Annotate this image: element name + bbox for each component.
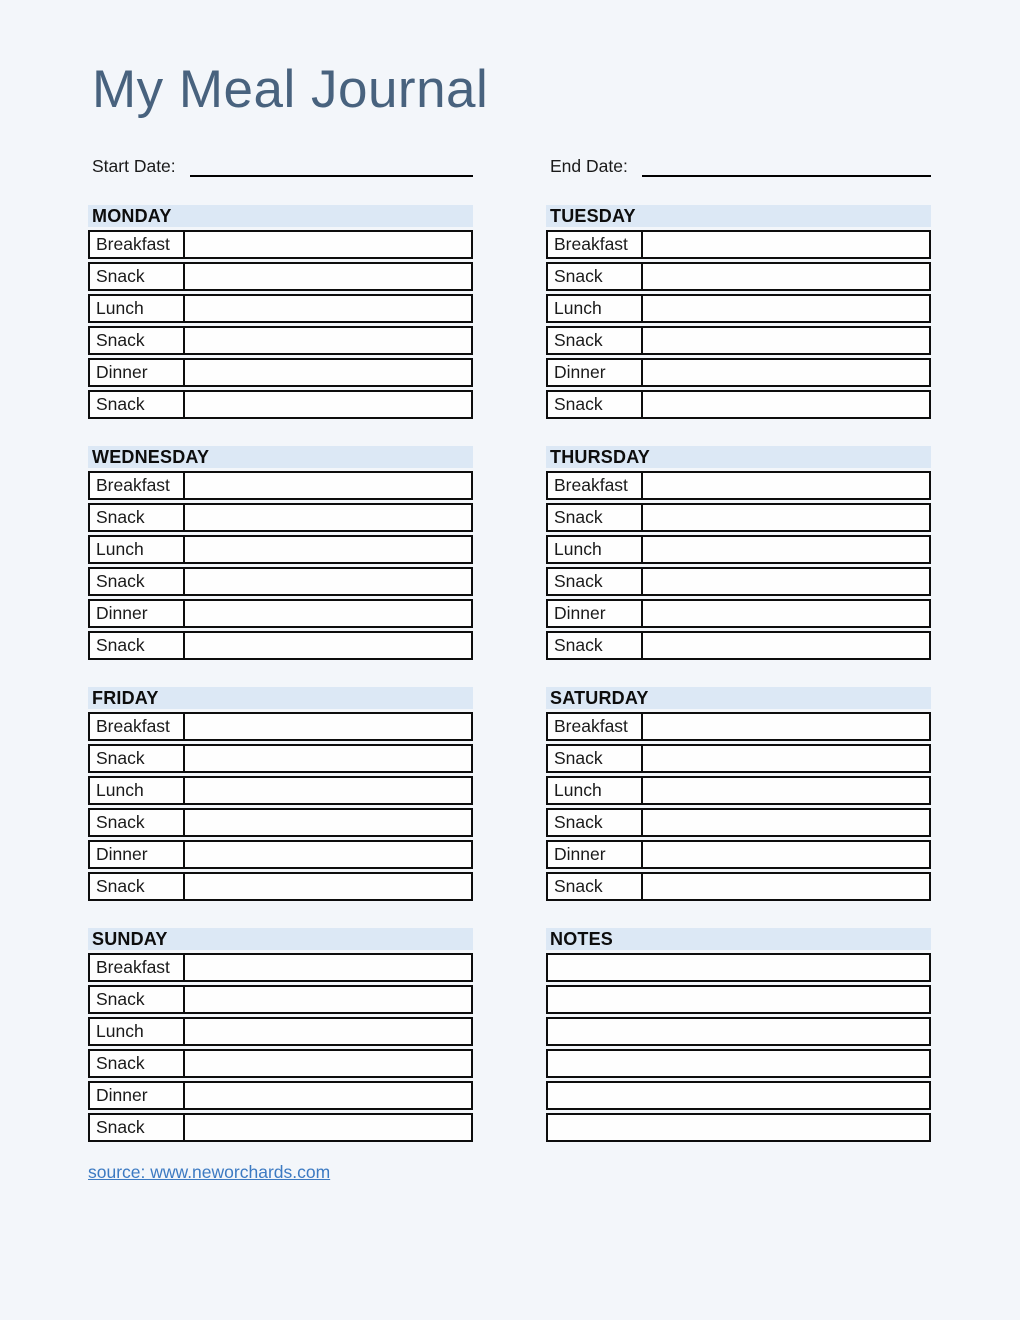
meal-row — [88, 230, 473, 259]
meal-label: Snack — [548, 633, 643, 658]
notes-row[interactable] — [546, 953, 931, 982]
meal-row — [88, 503, 473, 532]
meal-label: Snack — [548, 874, 643, 899]
meal-entry-cell[interactable] — [643, 360, 929, 385]
meal-row — [88, 1081, 473, 1110]
notes-table — [546, 953, 931, 1142]
meal-entry-cell[interactable] — [185, 714, 471, 739]
meal-label: Lunch — [90, 296, 185, 321]
day-header-wednesday: WEDNESDAY — [88, 446, 473, 468]
meal-row — [88, 471, 473, 500]
meal-row — [546, 390, 931, 419]
meal-label: Breakfast — [548, 473, 643, 498]
meal-row — [88, 840, 473, 869]
meal-row — [546, 631, 931, 660]
meal-entry-cell[interactable] — [185, 633, 471, 658]
notes-header: NOTES — [546, 928, 931, 950]
meal-entry-cell[interactable] — [643, 505, 929, 530]
meal-table-friday — [88, 712, 473, 901]
meal-entry-cell[interactable] — [185, 328, 471, 353]
notes-row[interactable] — [546, 1017, 931, 1046]
meal-label: Snack — [548, 810, 643, 835]
meal-row — [546, 567, 931, 596]
meal-entry-cell[interactable] — [643, 874, 929, 899]
meal-row — [88, 985, 473, 1014]
meal-entry-cell[interactable] — [643, 714, 929, 739]
meal-label: Snack — [90, 987, 185, 1012]
meal-row — [546, 840, 931, 869]
day-card-thursday — [546, 446, 931, 660]
meal-row — [546, 535, 931, 564]
meal-row — [88, 390, 473, 419]
week-grid — [88, 205, 931, 1142]
meal-label: Snack — [90, 1051, 185, 1076]
meal-row — [546, 471, 931, 500]
start-date-field — [88, 155, 473, 177]
meal-label: Breakfast — [90, 473, 185, 498]
meal-row — [88, 631, 473, 660]
meal-row — [546, 262, 931, 291]
day-card-sunday — [88, 928, 473, 1142]
end-date-input-line[interactable] — [642, 155, 931, 177]
day-card-wednesday — [88, 446, 473, 660]
meal-table-sunday — [88, 953, 473, 1142]
meal-row — [88, 1017, 473, 1046]
meal-entry-cell[interactable] — [185, 232, 471, 257]
meal-table-thursday — [546, 471, 931, 660]
meal-row — [88, 808, 473, 837]
start-date-input-line[interactable] — [190, 155, 473, 177]
meal-entry-cell[interactable] — [185, 473, 471, 498]
meal-row — [546, 230, 931, 259]
meal-label: Dinner — [548, 601, 643, 626]
meal-entry-cell[interactable] — [185, 987, 471, 1012]
meal-label: Snack — [90, 264, 185, 289]
meal-label: Snack — [90, 746, 185, 771]
day-header-friday: FRIDAY — [88, 687, 473, 709]
meal-entry-cell[interactable] — [185, 505, 471, 530]
source-link[interactable]: source: www.neworchards.com — [88, 1161, 331, 1182]
meal-label: Snack — [90, 874, 185, 899]
meal-label: Lunch — [548, 778, 643, 803]
meal-table-wednesday — [88, 471, 473, 660]
meal-entry-cell[interactable] — [643, 746, 929, 771]
page-title: My Meal Journal — [92, 60, 489, 119]
meal-entry-cell[interactable] — [185, 874, 471, 899]
meal-entry-cell[interactable] — [643, 778, 929, 803]
meal-entry-cell[interactable] — [185, 810, 471, 835]
meal-table-saturday — [546, 712, 931, 901]
meal-label: Lunch — [548, 537, 643, 562]
meal-label: Dinner — [548, 360, 643, 385]
meal-label: Breakfast — [90, 232, 185, 257]
meal-entry-cell[interactable] — [643, 232, 929, 257]
meal-row — [546, 872, 931, 901]
meal-label: Dinner — [90, 601, 185, 626]
meal-entry-cell[interactable] — [185, 1019, 471, 1044]
meal-label: Snack — [90, 392, 185, 417]
notes-row[interactable] — [546, 985, 931, 1014]
meal-label: Lunch — [548, 296, 643, 321]
meal-row — [88, 262, 473, 291]
end-date-label: End Date: — [550, 155, 628, 176]
meal-entry-cell[interactable] — [643, 537, 929, 562]
meal-label: Breakfast — [90, 714, 185, 739]
meal-row — [546, 358, 931, 387]
meal-row — [88, 1113, 473, 1142]
meal-entry-cell[interactable] — [643, 473, 929, 498]
meal-row — [88, 1049, 473, 1078]
meal-label: Breakfast — [90, 955, 185, 980]
meal-entry-cell[interactable] — [643, 569, 929, 594]
meal-entry-cell[interactable] — [643, 810, 929, 835]
meal-label: Dinner — [90, 1083, 185, 1108]
meal-label: Lunch — [90, 537, 185, 562]
meal-entry-cell[interactable] — [185, 569, 471, 594]
notes-row[interactable] — [546, 1113, 931, 1142]
day-card-friday — [88, 687, 473, 901]
meal-row — [546, 294, 931, 323]
meal-row — [88, 599, 473, 628]
meal-row — [546, 712, 931, 741]
notes-row[interactable] — [546, 1049, 931, 1078]
day-header-monday: MONDAY — [88, 205, 473, 227]
meal-label: Snack — [548, 505, 643, 530]
meal-label: Snack — [90, 328, 185, 353]
meal-entry-cell[interactable] — [185, 955, 471, 980]
meal-label: Snack — [548, 328, 643, 353]
meal-label: Snack — [90, 569, 185, 594]
meal-entry-cell[interactable] — [185, 778, 471, 803]
meal-row — [88, 567, 473, 596]
meal-row — [88, 953, 473, 982]
meal-table-monday — [88, 230, 473, 419]
meal-row — [546, 326, 931, 355]
meal-entry-cell[interactable] — [643, 842, 929, 867]
meal-entry-cell[interactable] — [643, 633, 929, 658]
meal-label: Dinner — [90, 360, 185, 385]
meal-entry-cell[interactable] — [643, 328, 929, 353]
meal-label: Snack — [90, 810, 185, 835]
meal-label: Snack — [90, 505, 185, 530]
day-header-saturday: SATURDAY — [546, 687, 931, 709]
meal-label: Breakfast — [548, 232, 643, 257]
meal-entry-cell[interactable] — [185, 842, 471, 867]
meal-row — [88, 744, 473, 773]
meal-label: Dinner — [548, 842, 643, 867]
meal-label: Snack — [90, 633, 185, 658]
meal-entry-cell[interactable] — [185, 746, 471, 771]
meal-label: Lunch — [90, 1019, 185, 1044]
meal-row — [88, 326, 473, 355]
day-header-sunday: SUNDAY — [88, 928, 473, 950]
meal-entry-cell[interactable] — [185, 296, 471, 321]
meal-row — [546, 744, 931, 773]
meal-label: Snack — [548, 264, 643, 289]
meal-entry-cell[interactable] — [185, 264, 471, 289]
meal-label: Snack — [548, 746, 643, 771]
meal-row — [88, 358, 473, 387]
meal-row — [546, 503, 931, 532]
day-header-tuesday: TUESDAY — [546, 205, 931, 227]
meal-entry-cell[interactable] — [185, 1083, 471, 1108]
meal-label: Dinner — [90, 842, 185, 867]
meal-entry-cell[interactable] — [643, 296, 929, 321]
meal-entry-cell[interactable] — [185, 392, 471, 417]
meal-row — [88, 294, 473, 323]
meal-label: Breakfast — [548, 714, 643, 739]
day-card-monday — [88, 205, 473, 419]
day-card-saturday — [546, 687, 931, 901]
start-date-label: Start Date: — [92, 155, 176, 176]
meal-entry-cell[interactable] — [185, 360, 471, 385]
meal-entry-cell[interactable] — [185, 601, 471, 626]
meal-table-tuesday — [546, 230, 931, 419]
meal-label: Lunch — [90, 778, 185, 803]
meal-entry-cell[interactable] — [643, 601, 929, 626]
meal-row — [88, 712, 473, 741]
meal-label: Snack — [548, 392, 643, 417]
notes-row[interactable] — [546, 1081, 931, 1110]
meal-row — [546, 776, 931, 805]
meal-row — [88, 535, 473, 564]
meal-entry-cell[interactable] — [643, 392, 929, 417]
meal-entry-cell[interactable] — [643, 264, 929, 289]
meal-row — [546, 599, 931, 628]
meal-row — [546, 808, 931, 837]
notes-card — [546, 928, 931, 1142]
dates-row — [88, 155, 931, 177]
day-header-thursday: THURSDAY — [546, 446, 931, 468]
meal-label: Snack — [548, 569, 643, 594]
end-date-field — [546, 155, 931, 177]
day-card-tuesday — [546, 205, 931, 419]
meal-label: Snack — [90, 1115, 185, 1140]
meal-entry-cell[interactable] — [185, 1115, 471, 1140]
meal-entry-cell[interactable] — [185, 1051, 471, 1076]
meal-entry-cell[interactable] — [185, 537, 471, 562]
meal-row — [88, 776, 473, 805]
meal-row — [88, 872, 473, 901]
